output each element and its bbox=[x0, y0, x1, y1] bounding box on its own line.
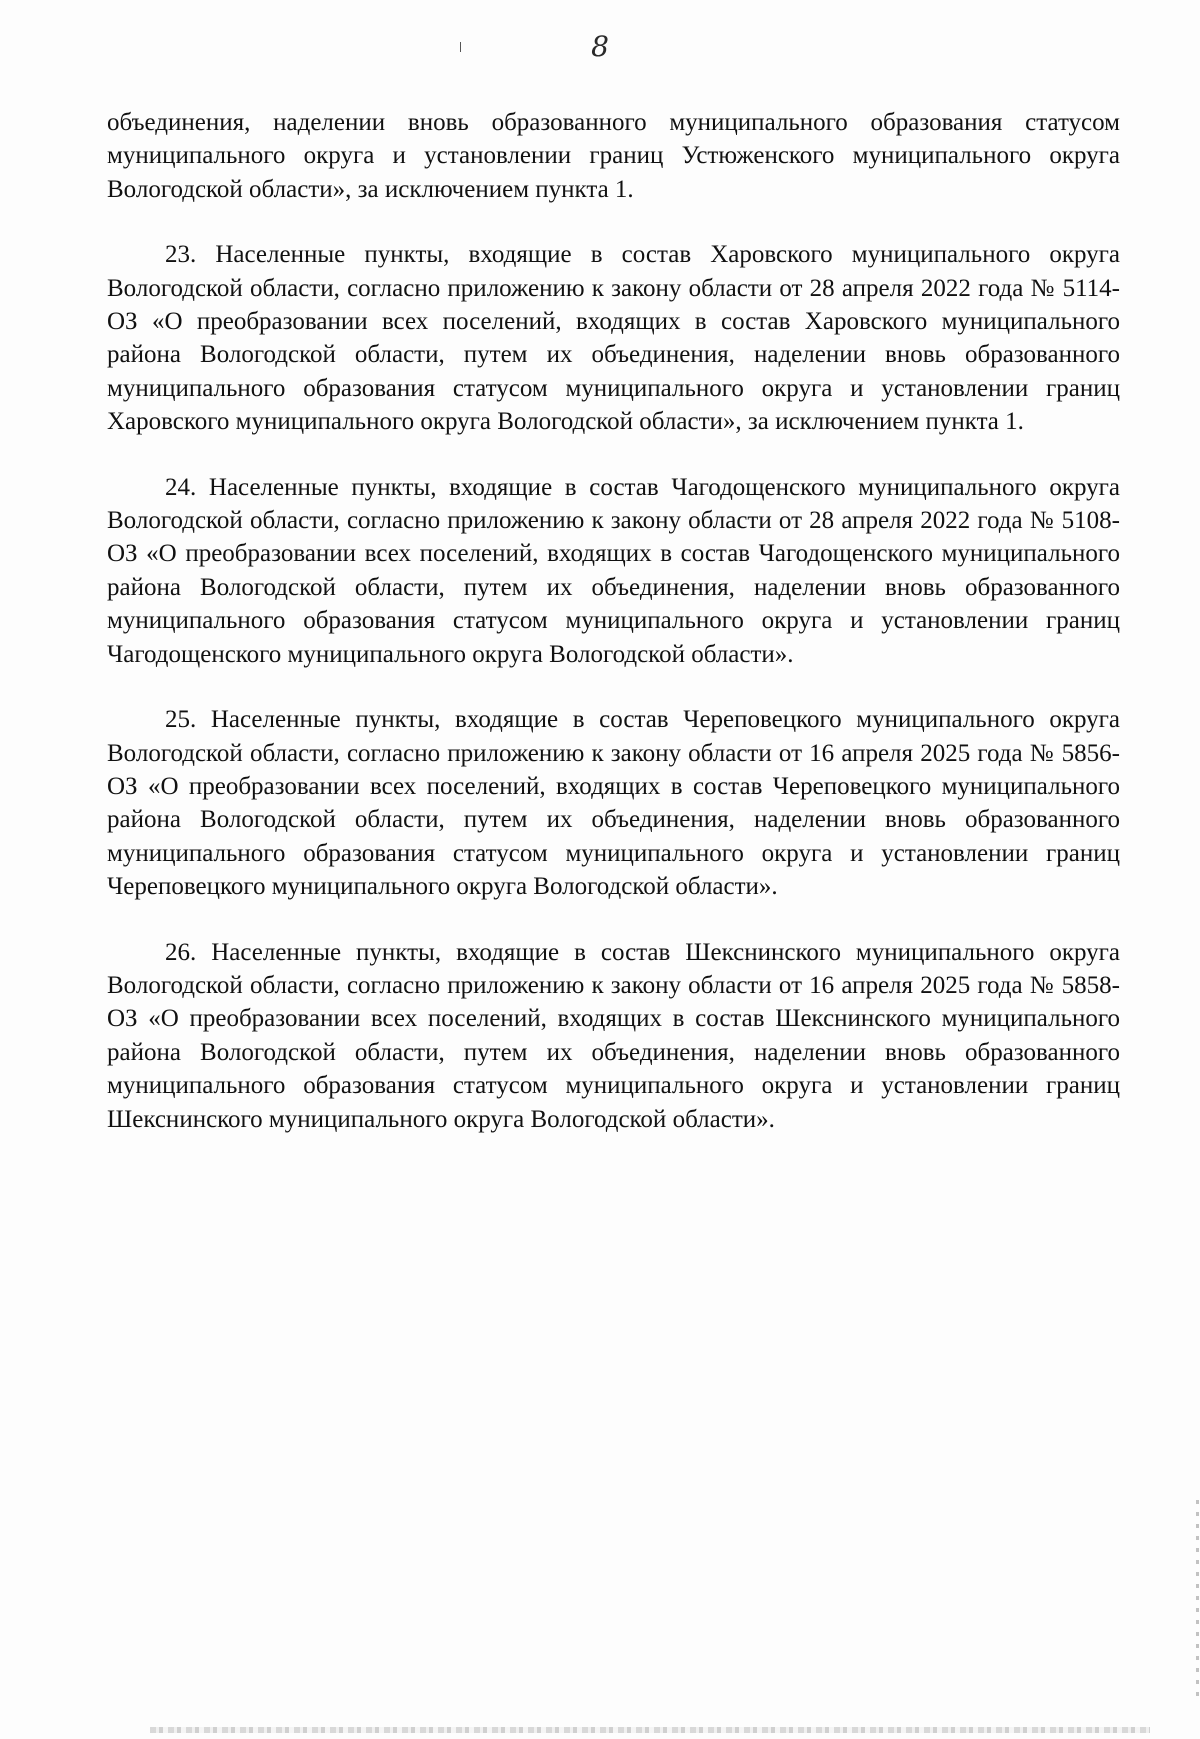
page-number: 8 bbox=[591, 30, 609, 63]
paragraph-item-24: 24. Населенные пункты, входящие в состав Чагодощенского муниципального округа Вологодской области, согласно приложению к закону области от 28 апреля 2022 года № 5108-ОЗ «О преобразовании всех поселений, входящих в состав Чагодощенского муниципального района Вологодской области, путем их объединения, наделении вновь образованного муниципального образования статусом муниципального округа и установлении границ Чагодощенского муниципального округа Вологодской области». bbox=[107, 473, 1120, 668]
paragraph-item-26: 26. Населенные пункты, входящие в состав Шекснинского муниципального округа Вологодской области, согласно приложению к закону области от 16 апреля 2025 года № 5858-ОЗ «О преобразовании всех поселений, входящих в состав Шекснинского муниципального района Вологодской области, путем их объединения, наделении вновь образованного муниципального образования статусом муниципального округа и установлении границ Шекснинского муниципального округа Вологодской области». bbox=[107, 938, 1120, 1133]
paragraph-item-23: 23. Населенные пункты, входящие в состав Харовского муниципального округа Вологодской области, согласно приложению к закону области от 28 апреля 2022 года № 5114-ОЗ «О преобразовании всех поселений, входящих в состав Харовского муниципального района Вологодской области, путем их объединения, наделении вновь образованного муниципального образования статусом муниципального округа и установлении границ Харовского муниципального округа Вологодской области», за исключением пункта 1. bbox=[107, 241, 1120, 436]
scan-bottom-artifact bbox=[150, 1727, 1150, 1733]
paragraph-continuation: объединения, наделении вновь образованного муниципального образования статусом муниципального округа и установлении границ Устюженского муниципального округа Вологодской области», за исключением пункта 1. bbox=[107, 109, 1120, 203]
paragraph-item-25: 25. Населенные пункты, входящие в состав Череповецкого муниципального округа Вологодской области, согласно приложению к закону области от 16 апреля 2025 года № 5856-ОЗ «О преобразовании всех поселений, входящих в состав Череповецкого муниципального района Вологодской области, путем их объединения, наделении вновь образованного муниципального образования статусом муниципального округа и установлении границ Череповецкого муниципального округа Вологодской области». bbox=[107, 706, 1120, 901]
scan-edge-artifact bbox=[1196, 1500, 1199, 1700]
document-body bbox=[107, 106, 1120, 1168]
